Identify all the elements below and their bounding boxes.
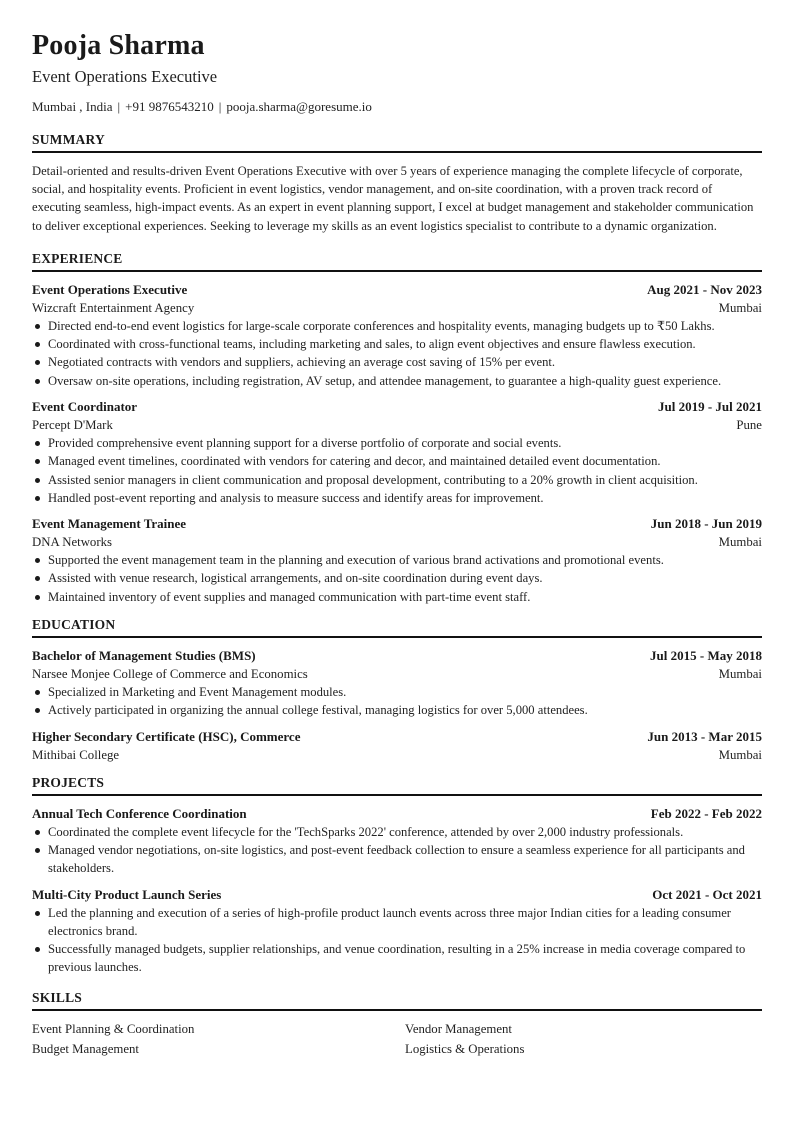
project-entry bbox=[32, 805, 762, 878]
bullet-list bbox=[32, 317, 762, 390]
entry-org-row bbox=[32, 746, 762, 764]
experience-entry bbox=[32, 281, 762, 390]
entry-dates: Jun 2013 - Mar 2015 bbox=[647, 728, 762, 744]
bullet-item: Actively participated in organizing the annual college festival, managing logistics for over 5,000 attendees. bbox=[32, 701, 762, 719]
bullet-item: Supported the event management team in the planning and execution of various brand activations and promotional events. bbox=[32, 551, 762, 569]
entry-title: Bachelor of Management Studies (BMS) bbox=[32, 648, 256, 664]
contact-line bbox=[32, 98, 762, 116]
entry-title: Multi-City Product Launch Series bbox=[32, 886, 222, 902]
section-heading-education: EDUCATION bbox=[32, 616, 762, 638]
entry-dates: Jun 2018 - Jun 2019 bbox=[650, 516, 762, 532]
bullet-item: Handled post-event reporting and analysis to measure success and identify areas for improvement. bbox=[32, 489, 762, 507]
experience-entry bbox=[32, 398, 762, 507]
bullet-item: Successfully managed budgets, supplier relationships, and venue coordination, resulting in a 25% increase in media coverage compared to previous launches. bbox=[32, 940, 762, 977]
bullet-item: Maintained inventory of event supplies and managed communication with part-time event staff. bbox=[32, 588, 762, 606]
entry-dates: Oct 2021 - Oct 2021 bbox=[652, 886, 762, 902]
entry-location: Mumbai bbox=[718, 535, 762, 550]
entry-heading-row bbox=[32, 281, 762, 299]
bullet-item: Managed vendor negotiations, on-site logistics, and post-event feedback collection to ensure a seamless experience for all participants and stakeholders. bbox=[32, 841, 762, 878]
bullet-item: Coordinated with cross-functional teams, including marketing and sales, to align event objectives and ensure flawless execution. bbox=[32, 335, 762, 353]
section-heading-summary: SUMMARY bbox=[32, 131, 762, 153]
entry-dates: Aug 2021 - Nov 2023 bbox=[647, 281, 762, 297]
entry-title: Annual Tech Conference Coordination bbox=[32, 805, 247, 821]
section-heading-projects: PROJECTS bbox=[32, 774, 762, 796]
bullet-item: Assisted senior managers in client communication and proposal development, contributing to a 20% growth in client acquisition. bbox=[32, 471, 762, 489]
project-entry bbox=[32, 886, 762, 977]
bullet-list bbox=[32, 551, 762, 606]
section-heading-experience: EXPERIENCE bbox=[32, 250, 762, 272]
entry-organization: DNA Networks bbox=[32, 535, 112, 550]
skill-item: Budget Management bbox=[32, 1041, 139, 1056]
entry-organization: Percept D'Mark bbox=[32, 418, 113, 432]
entry-organization: Narsee Monjee College of Commerce and Economics bbox=[32, 667, 308, 682]
entry-org-row bbox=[32, 416, 762, 434]
entry-org-row bbox=[32, 533, 762, 551]
entry-location: Mumbai bbox=[718, 667, 762, 682]
projects-list bbox=[32, 805, 762, 977]
entry-heading-row bbox=[32, 398, 762, 416]
experience-entry bbox=[32, 515, 762, 606]
bullet-item: Negotiated contracts with vendors and suppliers, achieving an average cost saving of 15% per event. bbox=[32, 353, 762, 371]
bullet-item: Assisted with venue research, logistical arrangements, and on-site coordination during event days. bbox=[32, 569, 762, 587]
entry-organization: Mithibai College bbox=[32, 747, 120, 762]
entry-title: Event Coordinator bbox=[32, 399, 138, 414]
skills-list bbox=[32, 1019, 762, 1059]
resume-page bbox=[32, 28, 762, 1059]
entry-organization: Wizcraft Entertainment Agency bbox=[32, 300, 195, 315]
separator: | bbox=[117, 99, 121, 114]
contact-phone: +91 9876543210 bbox=[125, 99, 214, 114]
bullet-item: Oversaw on-site operations, including registration, AV setup, and attendee management, to guarantee a high-quality guest experience. bbox=[32, 372, 762, 390]
education-entry bbox=[32, 728, 762, 764]
entry-title: Event Operations Executive bbox=[32, 281, 188, 297]
candidate-title: Event Operations Executive bbox=[32, 67, 218, 86]
education-list bbox=[32, 647, 762, 764]
bullet-item: Provided comprehensive event planning support for a diverse portfolio of corporate and social events. bbox=[32, 434, 762, 452]
bullet-list bbox=[32, 434, 762, 507]
entry-heading-row bbox=[32, 728, 762, 746]
bullet-item: Led the planning and execution of a series of high-profile product launch events across three major Indian cities for a leading consumer electronics brand. bbox=[32, 904, 762, 941]
bullet-item: Managed event timelines, coordinated with vendors for catering and decor, and maintained detailed event documentation. bbox=[32, 452, 762, 470]
skill-item: Event Planning & Coordination bbox=[32, 1021, 195, 1036]
entry-location: Pune bbox=[736, 418, 762, 432]
entry-heading-row bbox=[32, 647, 762, 665]
separator: | bbox=[218, 99, 222, 114]
candidate-name: Pooja Sharma bbox=[32, 30, 205, 61]
entry-title: Event Management Trainee bbox=[32, 516, 187, 532]
experience-list bbox=[32, 281, 762, 606]
entry-location: Mumbai bbox=[718, 300, 762, 315]
section-heading-skills: SKILLS bbox=[32, 989, 762, 1011]
bullet-item: Directed end-to-end event logistics for large-scale corporate conferences and hospitality events, managing budgets up to ₹50 Lakhs. bbox=[32, 317, 762, 335]
entry-location: Mumbai bbox=[718, 747, 762, 762]
entry-heading-row bbox=[32, 805, 762, 823]
contact-email[interactable]: pooja.sharma@goresume.io bbox=[226, 99, 372, 114]
resume-header bbox=[32, 28, 762, 116]
entry-dates: Jul 2019 - Jul 2021 bbox=[657, 399, 762, 414]
contact-location: Mumbai , India bbox=[32, 99, 113, 114]
entry-dates: Jul 2015 - May 2018 bbox=[650, 648, 762, 664]
entry-heading-row bbox=[32, 886, 762, 904]
bullet-list bbox=[32, 683, 762, 720]
entry-org-row bbox=[32, 665, 762, 683]
entry-title: Higher Secondary Certificate (HSC), Commerce bbox=[32, 728, 301, 744]
entry-heading-row bbox=[32, 515, 762, 533]
entry-dates: Feb 2022 - Feb 2022 bbox=[650, 805, 762, 821]
bullet-item: Specialized in Marketing and Event Management modules. bbox=[32, 683, 762, 701]
entry-org-row bbox=[32, 299, 762, 317]
skill-item: Vendor Management bbox=[405, 1021, 512, 1036]
bullet-list bbox=[32, 823, 762, 878]
bullet-list bbox=[32, 904, 762, 977]
bullet-item: Coordinated the complete event lifecycle for the 'TechSparks 2022' conference, attended by over 2,000 industry professionals. bbox=[32, 823, 762, 841]
skill-item: Logistics & Operations bbox=[405, 1041, 525, 1056]
education-entry bbox=[32, 647, 762, 720]
summary-text: Detail-oriented and results-driven Event Operations Executive with over 5 years of experience managing the complete lifecycle of corporate, social, and hospitality events. Proficient in event logistics, vendor management, and on-site coordination, with a proven track record of executing seamless, high-impact events. As an expert in event planning support, I excel at budget management and stakeholder communication to deliver exceptional experiences. Seeking to leverage my skills as an event logistics specialist to contribute to a dynamic organization. bbox=[32, 164, 754, 233]
